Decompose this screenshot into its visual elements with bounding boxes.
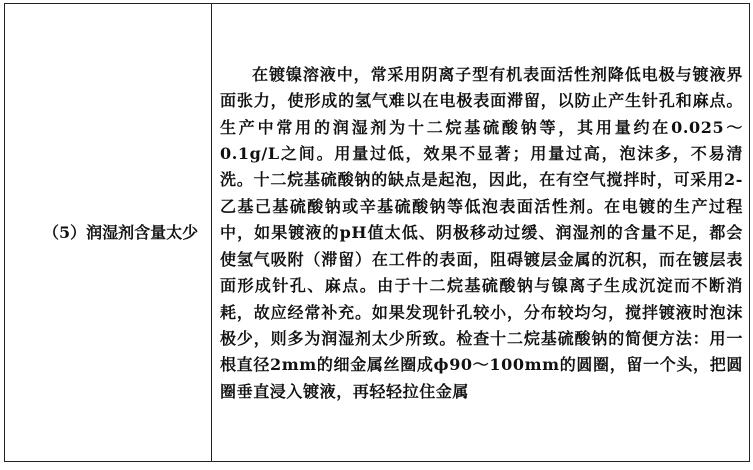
content-cell [212,4,750,462]
label-cell [5,4,212,462]
document-table [4,3,750,462]
row-content: 在镀镍溶液中，常采用阴离子型有机表面活性剂降低电极与镀液界面张力，使形成的氢气难以在电极表面滞留，以防止产生针孔和麻点。生产中常用的润湿剂为十二烷基硫酸钠等，其用量约在0.025～0.1g/L之间。用量过低，效果不显著；用量过高，泡沫多，不易清洗。十二烷基硫酸钠的缺点是起泡，因此，在有空气搅拌时，可采用2-乙基己基硫酸钠或辛基硫酸钠等低泡表面活性剂。在电镀的生产过程中，如果镀液的pH值太低、阴极移动过缓、润湿剂的含量不足，都会使氢气吸附（滞留）在工件的表面，阻碍镀层金属的沉积，而在镀层表面形成针孔、麻点。由于十二烷基硫酸钠与镍离子生成沉淀而不断消耗，故应经常补充。如果发现针孔较小，分布较均匀，搅拌镀液时泡沫极少，则多为润湿剂太少所致。检查十二烷基硫酸钠的简便方法：用一根直径2mm的细金属丝圈成ϕ90～100mm的圆圈，留一个头，把圆圈垂直浸入镀液，再轻轻拉住金属 [220,64,743,401]
row-label: （5）润湿剂含量太少 [43,222,199,242]
table-row [5,4,750,462]
